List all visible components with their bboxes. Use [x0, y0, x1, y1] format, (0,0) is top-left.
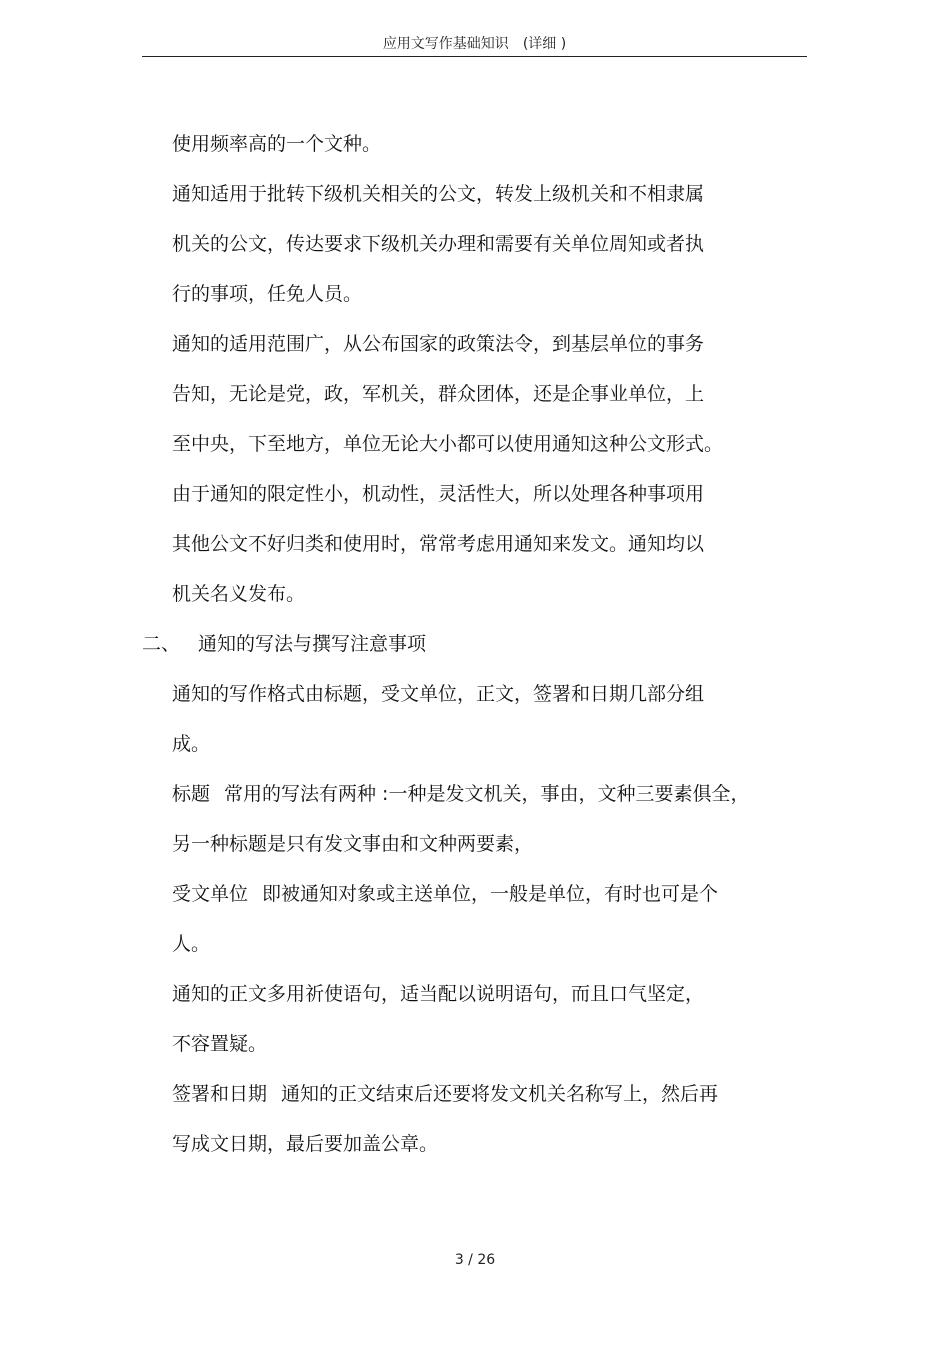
term-definition: 通知的正文结束后还要将发文机关名称写上，然后再	[281, 1083, 719, 1105]
page-header	[142, 34, 807, 57]
paragraph-line: 机关名义发布。	[172, 583, 306, 605]
paragraph-line: 另一种标题是只有发文事由和文种两要素，	[172, 833, 534, 855]
header-title: 应用文写作基础知识	[382, 36, 509, 52]
paragraph-line: 人。	[172, 933, 211, 955]
paragraph-line: 通知适用于批转下级机关相关的公文，转发上级机关和不相隶属	[172, 183, 705, 205]
paragraph-line: 通知的写作格式由标题，受文单位，正文，签署和日期几部分组	[172, 683, 705, 705]
paragraph-line: 不容置疑。	[172, 1033, 268, 1055]
paragraph-line	[172, 1081, 718, 1107]
term-definition: 常用的写法有两种 :一种是发文机关，事由，文种三要素俱全，	[224, 783, 750, 805]
page-number: 3 / 26	[454, 1252, 496, 1268]
paragraph-line: 通知的正文多用祈使语句，适当配以说明语句，而且口气坚定，	[172, 983, 705, 1005]
paragraph-line	[172, 881, 718, 907]
section-heading	[142, 631, 426, 657]
section-title: 通知的写法与撰写注意事项	[198, 633, 427, 655]
paragraph-line	[172, 781, 749, 807]
term-definition: 即被通知对象或主送单位，一般是单位，有时也可是个	[262, 883, 719, 905]
paragraph-line: 机关的公文，传达要求下级机关办理和需要有关单位周知或者执	[172, 233, 705, 255]
term-label: 受文单位	[172, 883, 249, 905]
paragraph-line: 至中央，下至地方，单位无论大小都可以使用通知这种公文形式。	[172, 433, 724, 455]
paragraph-line: 通知的适用范围广，从公布国家的政策法令，到基层单位的事务	[172, 333, 705, 355]
paragraph-line: 由于通知的限定性小，机动性，灵活性大，所以处理各种事项用	[172, 483, 705, 505]
term-label: 标题	[172, 783, 211, 805]
section-number: 二、	[142, 633, 181, 655]
paragraph-line: 行的事项，任免人员。	[172, 283, 363, 305]
paragraph-line: 其他公文不好归类和使用时，常常考虑用通知来发文。通知均以	[172, 533, 705, 555]
paragraph-line: 使用频率高的一个文种。	[172, 133, 382, 155]
paragraph-line: 写成文日期，最后要加盖公章。	[172, 1133, 439, 1155]
paragraph-line: 告知，无论是党，政，军机关，群众团体，还是企事业单位，上	[172, 383, 705, 405]
header-subtitle: (详细 )	[522, 36, 567, 52]
paragraph-line: 成。	[172, 733, 211, 755]
term-label: 签署和日期	[172, 1083, 268, 1105]
